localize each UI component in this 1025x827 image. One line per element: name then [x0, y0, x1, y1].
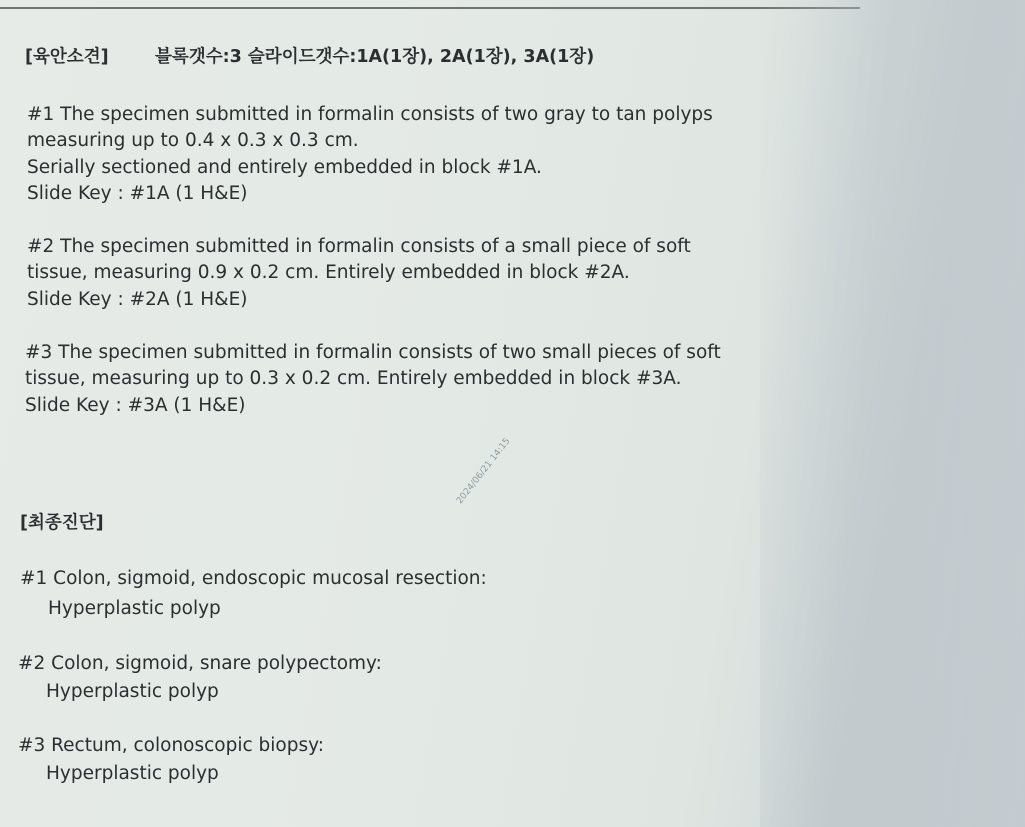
- gross-item-3-slide-key: Slide Key : #3A (1 H&E): [25, 395, 246, 416]
- top-divider: [0, 7, 860, 9]
- gross-item-2-line-1: #2 The specimen submitted in formalin consists of a small piece of soft: [27, 236, 691, 257]
- diagnosis-3-site: #3 Rectum, colonoscopic biopsy:: [18, 735, 324, 756]
- gross-item-1-slide-key: Slide Key : #1A (1 H&E): [27, 183, 248, 204]
- final-diagnosis-heading: [최종진단]: [20, 513, 104, 533]
- gross-item-3-line-2: tissue, measuring up to 0.3 x 0.2 cm. Entirely embedded in block #3A.: [25, 368, 682, 389]
- shadow-overlay: [760, 0, 1025, 827]
- diagnosis-1-result: Hyperplastic polyp: [48, 598, 221, 619]
- diagnosis-1-site: #1 Colon, sigmoid, endoscopic mucosal resection:: [20, 568, 487, 589]
- print-timestamp-watermark: 2024/06/21 14:15: [455, 436, 513, 507]
- diagnosis-3-result: Hyperplastic polyp: [46, 763, 219, 784]
- gross-item-3-line-1: #3 The specimen submitted in formalin consists of two small pieces of soft: [25, 342, 721, 363]
- gross-item-2-slide-key: Slide Key : #2A (1 H&E): [27, 289, 248, 310]
- gross-item-1-line-1: #1 The specimen submitted in formalin consists of two gray to tan polyps: [27, 104, 713, 125]
- diagnosis-2-site: #2 Colon, sigmoid, snare polypectomy:: [18, 653, 382, 674]
- gross-item-1-line-3: Serially sectioned and entirely embedded in block #1A.: [27, 157, 542, 178]
- gross-item-2-line-2: tissue, measuring 0.9 x 0.2 cm. Entirely embedded in block #2A.: [27, 262, 630, 283]
- diagnosis-2-result: Hyperplastic polyp: [46, 681, 219, 702]
- block-slide-counts: 블록갯수:3 슬라이드갯수:1A(1장), 2A(1장), 3A(1장): [155, 47, 595, 67]
- gross-item-1-line-2: measuring up to 0.4 x 0.3 x 0.3 cm.: [27, 130, 359, 151]
- gross-findings-heading: [육안소견]: [25, 47, 109, 67]
